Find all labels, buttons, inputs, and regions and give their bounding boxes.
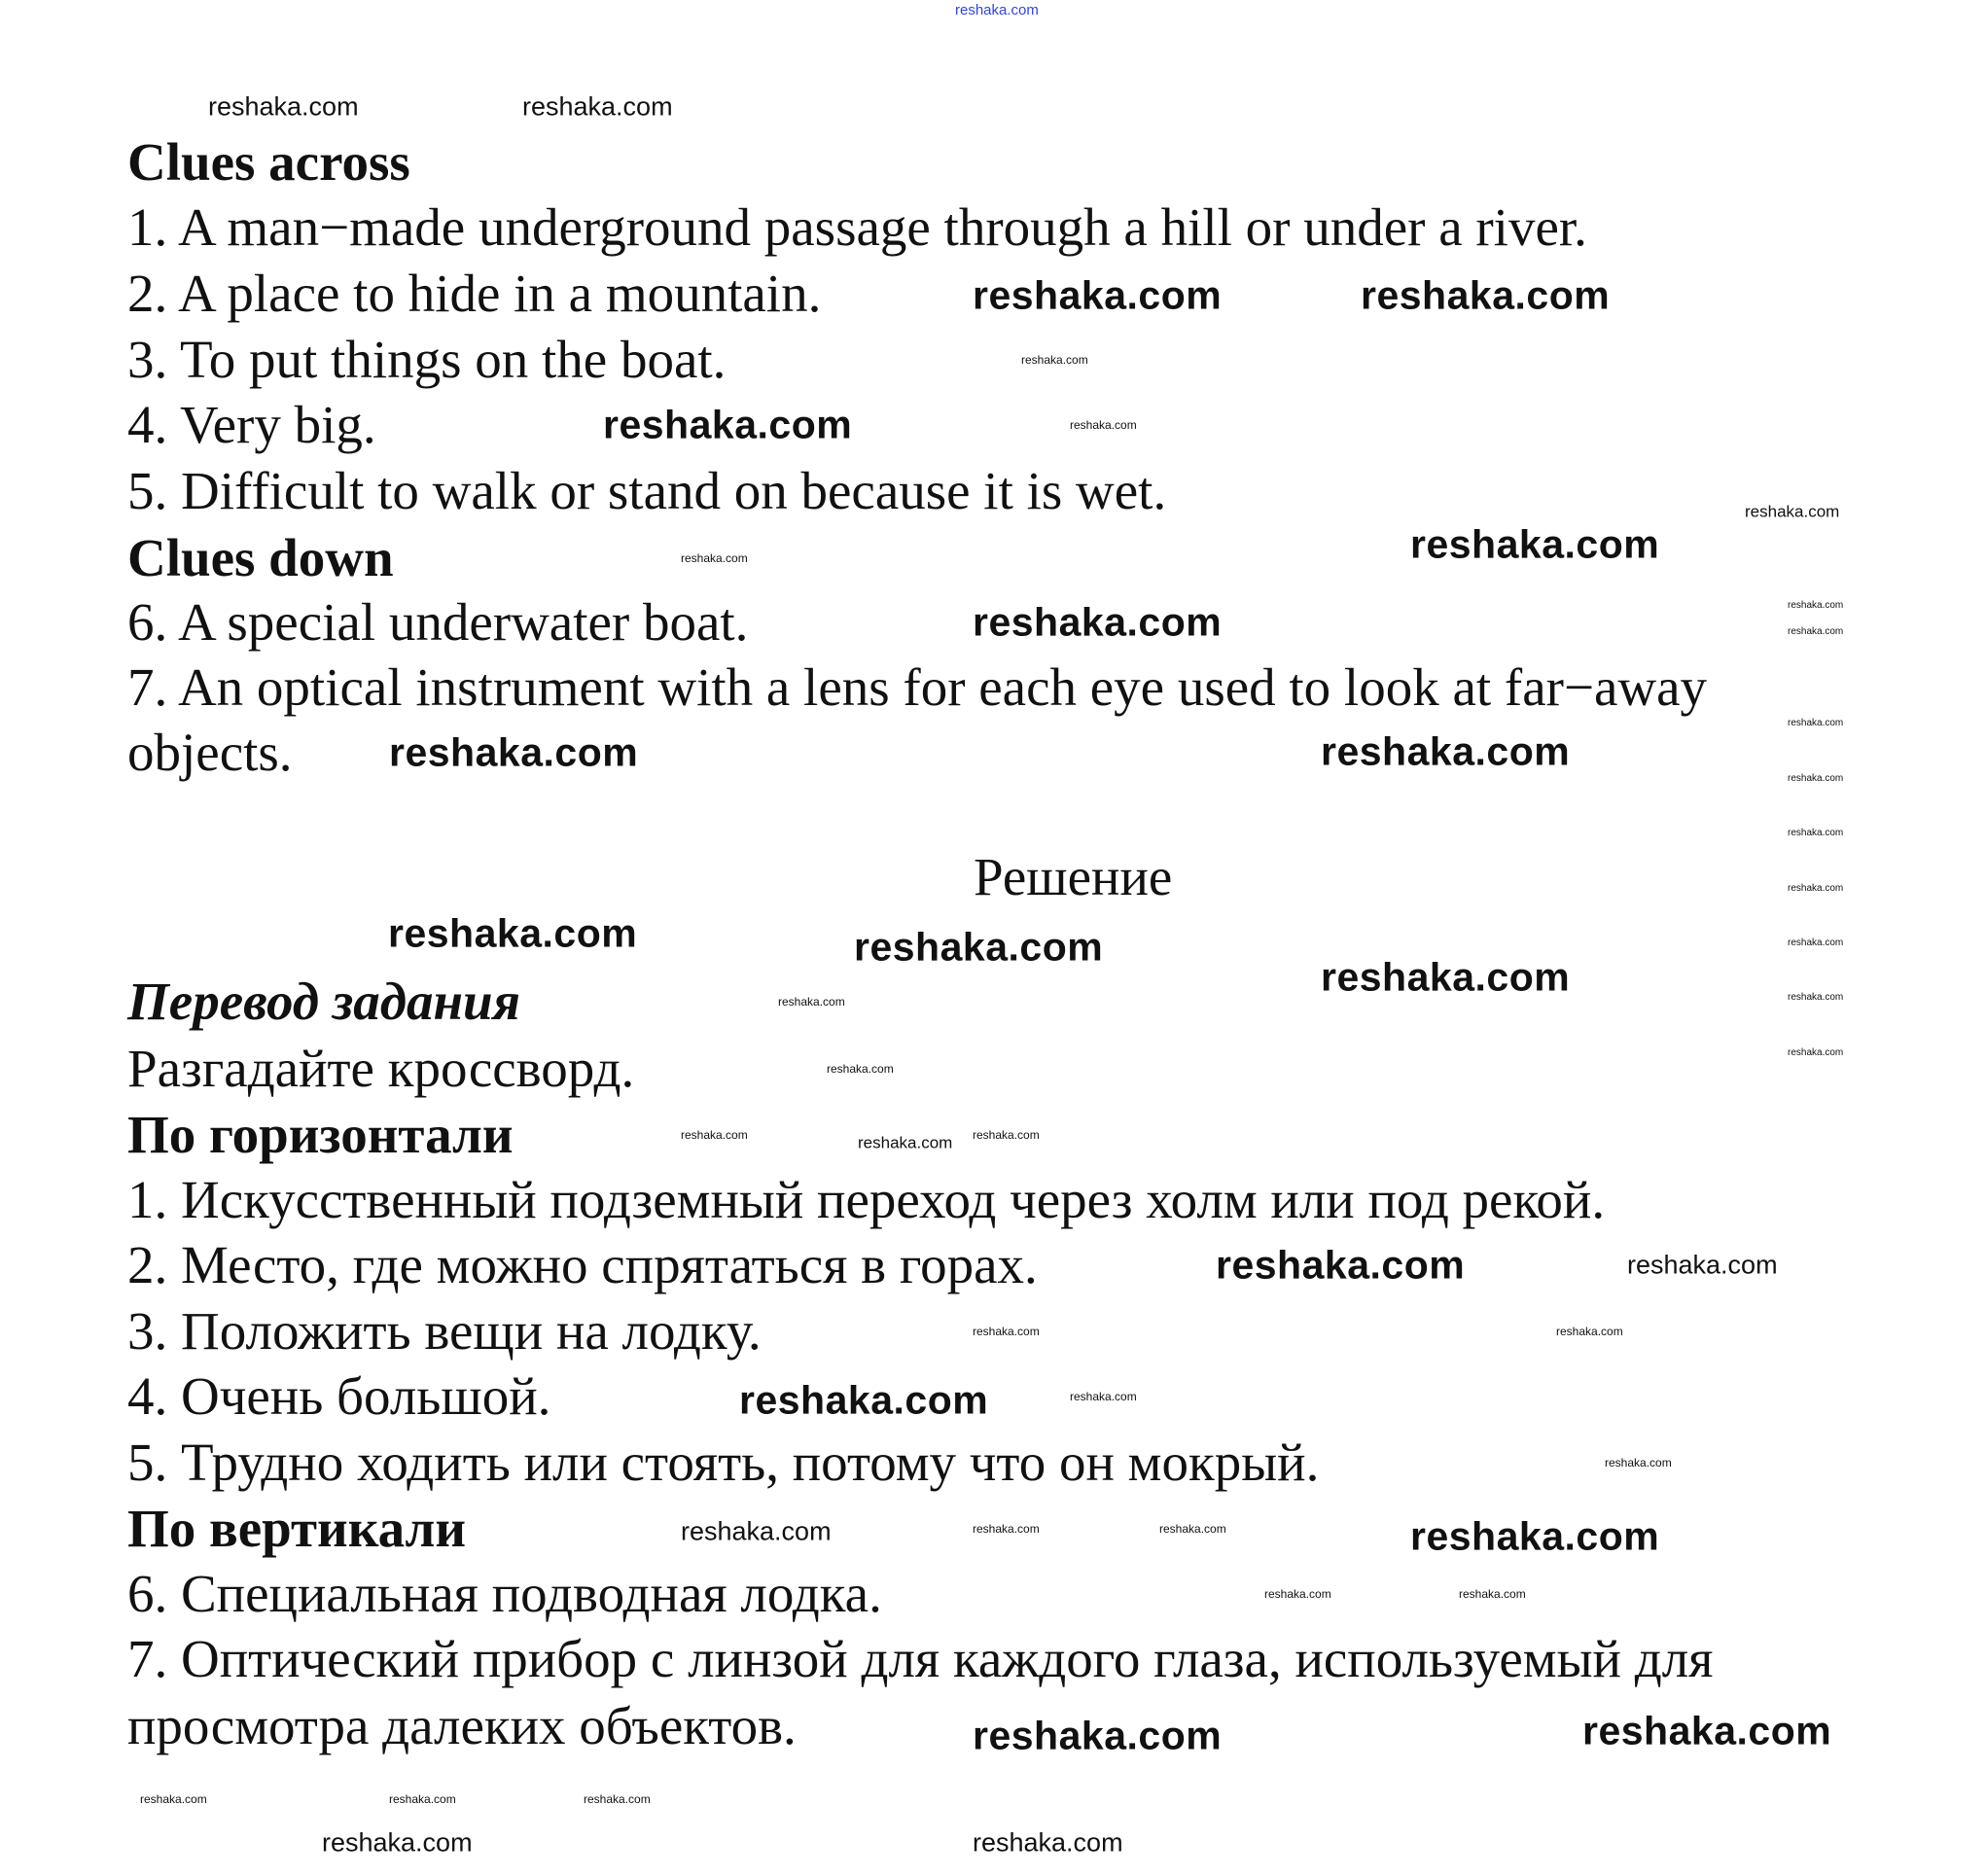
- clues-down-heading: Clues down: [127, 528, 394, 587]
- clue-across-2: 2. A place to hide in a mountain.: [127, 264, 822, 323]
- clue-down-6: 6. A special underwater boat.: [127, 592, 749, 652]
- watermark-text: reshaka.com: [1361, 272, 1611, 318]
- watermark-text: reshaka.com: [388, 910, 638, 956]
- ru-across-4: 4. Очень большой.: [127, 1366, 551, 1426]
- ru-down-6: 6. Специальная подводная лодка.: [127, 1564, 882, 1623]
- watermark-text: reshaka.com: [778, 995, 845, 1009]
- watermark-text: reshaka.com: [1459, 1587, 1526, 1601]
- watermark-text: reshaka.com: [973, 1713, 1223, 1758]
- watermark-text: reshaka.com: [1605, 1456, 1672, 1469]
- header-watermark[interactable]: reshaka.com: [955, 2, 1039, 18]
- watermark-text: reshaka.com: [140, 1792, 207, 1806]
- watermark-text: reshaka.com: [1788, 828, 1844, 838]
- watermark-text: reshaka.com: [1410, 1513, 1660, 1559]
- watermark-text: reshaka.com: [973, 1522, 1040, 1536]
- solution-heading: Решение: [974, 847, 1173, 906]
- ru-across-heading: По горизонтали: [127, 1105, 514, 1164]
- clue-down-7-cont: objects.: [127, 723, 293, 782]
- watermark-text: reshaka.com: [1070, 1390, 1137, 1403]
- watermark-text: reshaka.com: [1788, 1047, 1844, 1058]
- watermark-text: reshaka.com: [1216, 1242, 1466, 1288]
- watermark-text: reshaka.com: [827, 1062, 894, 1076]
- watermark-text: reshaka.com: [1788, 718, 1844, 728]
- watermark-text: reshaka.com: [973, 1128, 1040, 1142]
- watermark-text: reshaka.com: [1556, 1325, 1623, 1338]
- watermark-text: reshaka.com: [1321, 954, 1571, 1000]
- watermark-text: reshaka.com: [1788, 992, 1844, 1003]
- watermark-text: reshaka.com: [973, 1325, 1040, 1338]
- watermark-text: reshaka.com: [522, 91, 673, 122]
- watermark-text: reshaka.com: [739, 1377, 989, 1423]
- translation-heading: Перевод задания: [127, 972, 520, 1031]
- ru-across-2: 2. Место, где можно спрятаться в горах.: [127, 1235, 1038, 1294]
- watermark-text: reshaka.com: [1021, 353, 1088, 367]
- watermark-text: reshaka.com: [681, 551, 748, 565]
- ru-down-heading: По вертикали: [127, 1499, 467, 1558]
- watermark-text: reshaka.com: [973, 1827, 1123, 1858]
- watermark-text: reshaka.com: [1321, 728, 1571, 774]
- watermark-text: reshaka.com: [389, 1792, 456, 1806]
- watermark-text: reshaka.com: [973, 599, 1223, 645]
- task-text: Разгадайте кроссворд.: [127, 1039, 635, 1098]
- watermark-text: reshaka.com: [208, 91, 359, 122]
- watermark-text: reshaka.com: [1070, 418, 1137, 432]
- ru-across-5: 5. Трудно ходить или стоять, потому что он мокрый.: [127, 1433, 1320, 1492]
- ru-down-7-cont: просмотра далеких объектов.: [127, 1696, 797, 1755]
- clue-down-7: 7. An optical instrument with a lens for each eye used to look at far−away: [127, 657, 1708, 717]
- watermark-text: reshaka.com: [389, 729, 639, 775]
- ru-across-3: 3. Положить вещи на лодку.: [127, 1301, 762, 1361]
- clue-across-4: 4. Very big.: [127, 395, 376, 454]
- watermark-text: reshaka.com: [1788, 938, 1844, 948]
- clue-across-1: 1. A man−made underground passage through a hill or under a river.: [127, 197, 1587, 257]
- watermark-text: reshaka.com: [681, 1128, 748, 1142]
- watermark-text: reshaka.com: [1788, 626, 1844, 637]
- watermark-text: reshaka.com: [1745, 502, 1840, 521]
- watermark-text: reshaka.com: [603, 402, 853, 447]
- clue-across-5: 5. Difficult to walk or stand on because it is wet.: [127, 461, 1167, 520]
- watermark-text: reshaka.com: [1627, 1250, 1778, 1280]
- watermark-text: reshaka.com: [1788, 773, 1844, 784]
- clues-across-heading: Clues across: [127, 132, 410, 192]
- watermark-text: reshaka.com: [584, 1792, 651, 1806]
- watermark-text: reshaka.com: [681, 1516, 832, 1546]
- watermark-text: reshaka.com: [1159, 1522, 1226, 1536]
- watermark-text: reshaka.com: [1582, 1708, 1832, 1753]
- watermark-text: reshaka.com: [858, 1133, 953, 1152]
- watermark-text: reshaka.com: [1788, 600, 1844, 611]
- watermark-text: reshaka.com: [854, 924, 1104, 970]
- watermark-text: reshaka.com: [1410, 521, 1660, 567]
- ru-down-7: 7. Оптический прибор с линзой для каждого глаза, используемый для: [127, 1629, 1714, 1688]
- watermark-text: reshaka.com: [322, 1827, 473, 1858]
- clue-across-3: 3. To put things on the boat.: [127, 330, 727, 389]
- ru-across-1: 1. Искусственный подземный переход через холм или под рекой.: [127, 1170, 1606, 1229]
- watermark-text: reshaka.com: [1264, 1587, 1331, 1601]
- watermark-text: reshaka.com: [973, 272, 1223, 318]
- watermark-text: reshaka.com: [1788, 883, 1844, 894]
